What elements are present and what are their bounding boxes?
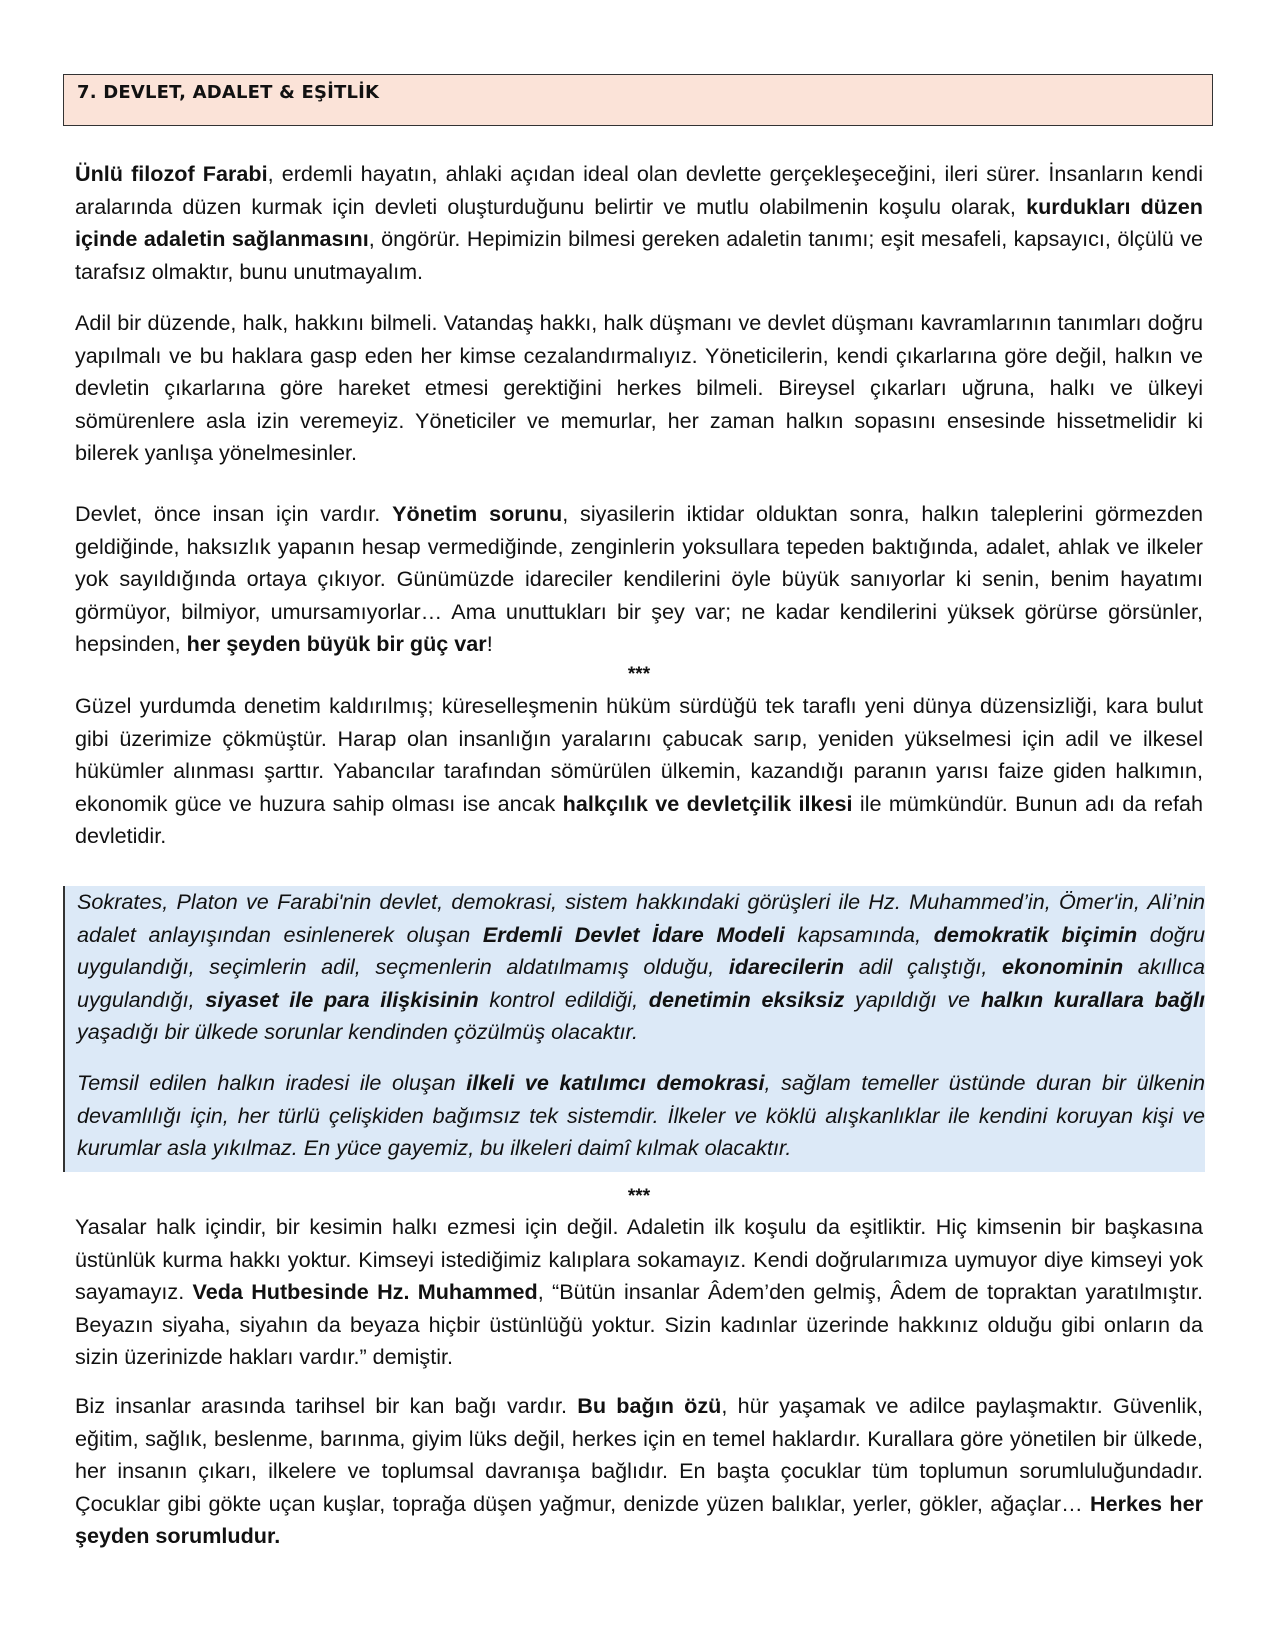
highlighted-quote-box bbox=[63, 886, 1205, 1172]
bold-phrase: Veda Hutbesinde Hz. Muhammed bbox=[192, 1279, 538, 1305]
text-run: , erdemli hayatın, ahlaki açıdan ideal olan devlette gerçekleşeceğini, ileri sürer. İnsanların kendi aralarında düzen kurmak için devleti oluşturduğunu belirtir ve mutlu olabilmenin koşulu olarak, bbox=[75, 161, 1203, 219]
section-heading: 7. DEVLET, ADALET & EŞİTLİK bbox=[77, 82, 380, 103]
bold-phrase: Erdemli Devlet İdare Modeli bbox=[482, 921, 785, 947]
text-run: adil çalıştığı, bbox=[844, 954, 1002, 980]
paragraph-kan-bagi bbox=[75, 1390, 1203, 1553]
bold-phrase: denetimin eksiksiz bbox=[648, 986, 845, 1012]
text-run: doğru uygulandığı, seçimlerin adil, seçmenlerin aldatılmamış olduğu, bbox=[77, 921, 1205, 980]
text-run: , sağlam temeller üstünde duran bir ülkenin devamlılığı için, her türlü çelişkiden bağımsız tek sistemdir. İlkeler ve köklü alışkanlıklar ile kendini koruyan kişi ve kurumlar asla yıkılmaz. En yüce gayemiz, bu ilkeleri daimî kılmak olacaktır. bbox=[77, 1070, 1205, 1161]
bold-phrase: Bu bağın özü bbox=[577, 1393, 722, 1418]
text-run: Yasalar halk içindir, bir kesimin halkı ezmesi için değil. Adaletin ilk koşulu da eşitliktir. Hiç kimsenin bir başkasına üstünlük kurma hakkı yoktur. Kimseyi istediğimiz kalıplara sokamayız. Kendi doğrularımıza uymuyor diye kimseyi yok sayamayız. bbox=[75, 1214, 1203, 1305]
bold-phrase: halkın kurallara bağlı bbox=[980, 986, 1206, 1012]
text-run: Güzel yurdumda denetim kaldırılmış; küreselleşmenin hüküm sürdüğü tek taraflı yeni dünya düzensizliği, kara bulut gibi üzerimize çökmüştür. Harap olan insanlığın yaralarını çabucak sarıp, yeniden yükselmesi için adil ve ilkesel hükümler alınması şarttır. Yabancılar tarafından sömürülen ülkemin, kazandığı paranın yarısı faize giden halkımın, ekonomik güce ve huzura sahip olması ise ancak bbox=[75, 693, 1203, 816]
paragraph-yasalar bbox=[75, 1211, 1203, 1374]
section-heading-box bbox=[63, 74, 1213, 126]
separator-stars: *** bbox=[627, 1186, 651, 1207]
bold-phrase: Yönetim sorunu bbox=[392, 501, 563, 526]
text-run: akıllıca uygulandığı, bbox=[77, 954, 1205, 1012]
text-run: , hür yaşamak ve adilce paylaşmaktır. Güvenlik, eğitim, sağlık, beslenme, barınma, giyim lüks değil, herkes için en temel haklardır. Kurallara göre yönetilen bir ülkede, her insanın çıkarı, ilkelere ve toplumsal davranışa bağlıdır. En başta çocuklar tüm toplumun sorumluluğundadır. Çocuklar gibi gökte uçan kuşlar, toprağa düşen yağmur, denizde yüzen balıklar, yerler, gökler, ağaçlar… bbox=[75, 1393, 1203, 1516]
bold-phrase: kurdukları düzen içinde adaletin sağlanmasını bbox=[75, 193, 1203, 252]
text-run: Devlet, önce insan için vardır. bbox=[75, 501, 393, 526]
text-run: yaşadığı bir ülkede sorunlar kendinden çözülmüş olacaktır. bbox=[77, 1019, 638, 1045]
text-run: ile mümkündür. Bunun adı da refah devletidir. bbox=[75, 790, 1203, 849]
text-run: , siyasilerin iktidar olduktan sonra, halkın taleplerini görmezden geldiğinde, haksızlık yapanın hesap vermediğinde, zenginlerin yoksullara tepeden baktığında, adalet, ahlak ve ilkeler yok sayıldığında ortaya çıkıyor. Günümüzde idareciler kendilerini öyle büyük sanıyorlar ki senin, benim hayatımı görmüyor, bilmiyor, umursamıyorlar… Ama unuttukları bir şey var; ne kadar kendilerini yüksek görürse görsünler, hepsinden, bbox=[75, 501, 1204, 657]
paragraph-denetim bbox=[75, 690, 1203, 853]
text-run: , öngörür. Hepimizin bilmesi gereken adaletin tanımı; eşit mesafeli, kapsayıcı, ölçülü ve tarafsız olmaktır, bunu unutmayalım. bbox=[75, 226, 1204, 284]
text-run: ! bbox=[486, 631, 493, 657]
quote-paragraph-demokrasi bbox=[77, 1067, 1205, 1165]
text-run: Sokrates, Platon ve Farabi'nin devlet, demokrasi, sistem hakkındaki görüşleri ile Hz. Muhammed’in, Ömer'in, Ali’nin adalet anlayışından esinlenerek oluşan bbox=[77, 889, 1205, 947]
paragraph-farabi bbox=[75, 158, 1203, 288]
bold-phrase: her şeyden büyük bir güç var bbox=[186, 631, 487, 657]
bold-phrase: siyaset ile para ilişkisinin bbox=[205, 986, 479, 1012]
text-run: Adil bir düzende, halk, hakkını bilmeli. Vatandaş hakkı, halk düşmanı ve devlet düşmanı kavramlarının tanımları doğru yapılmalı ve bu haklara gasp eden her kimse cezalandırmalıyız. Yöneticilerin, kendi çıkarlarına göre değil, halkın ve devletin çıkarlarına göre hareket etmesi gerektiğini herkes bilmeli. Bireysel çıkarları uğruna, halkı ve ülkeyi sömürenlere asla izin veremeyiz. Yöneticiler ve memurlar, her zaman halkın sopasını ensesinde hissetmelidir ki bilerek yanlışa yönelmesinler. bbox=[75, 310, 1203, 466]
bold-phrase: ekonominin bbox=[1001, 954, 1124, 980]
separator-stars: *** bbox=[627, 664, 651, 685]
bold-phrase: Ünlü filozof Farabi bbox=[75, 161, 268, 186]
quote-paragraph-erdemli-devlet bbox=[77, 886, 1205, 1049]
text-run: yapıldığı ve bbox=[844, 986, 981, 1012]
bold-phrase: ilkeli ve katılımcı demokrasi bbox=[466, 1070, 765, 1095]
text-run: kapsamında, bbox=[784, 921, 934, 947]
paragraph-devlet-insan bbox=[75, 498, 1203, 661]
text-run: Temsil edilen halkın iradesi ile oluşan bbox=[77, 1070, 467, 1095]
paragraph-adil-duzen bbox=[75, 307, 1203, 470]
bold-phrase: demokratik biçimin bbox=[933, 921, 1138, 947]
text-run: , “Bütün insanlar Âdem’den gelmiş, Âdem de topraktan yaratılmıştır. Beyazın siyaha, siyahın da beyaza hiçbir üstünlüğü yoktur. Sizin kadınlar üzerinde hakkınız olduğu gibi onların da sizin üzerinizde hakları vardır.” demiştir. bbox=[75, 1279, 1203, 1370]
bold-phrase: idarecilerin bbox=[728, 954, 845, 980]
text-run: Biz insanlar arasında tarihsel bir kan bağı vardır. bbox=[75, 1393, 578, 1418]
bold-phrase: halkçılık ve devletçilik ilkesi bbox=[562, 790, 853, 816]
bold-phrase: Herkes her şeyden sorumludur. bbox=[75, 1490, 1203, 1549]
text-run: kontrol edildiği, bbox=[478, 986, 649, 1012]
